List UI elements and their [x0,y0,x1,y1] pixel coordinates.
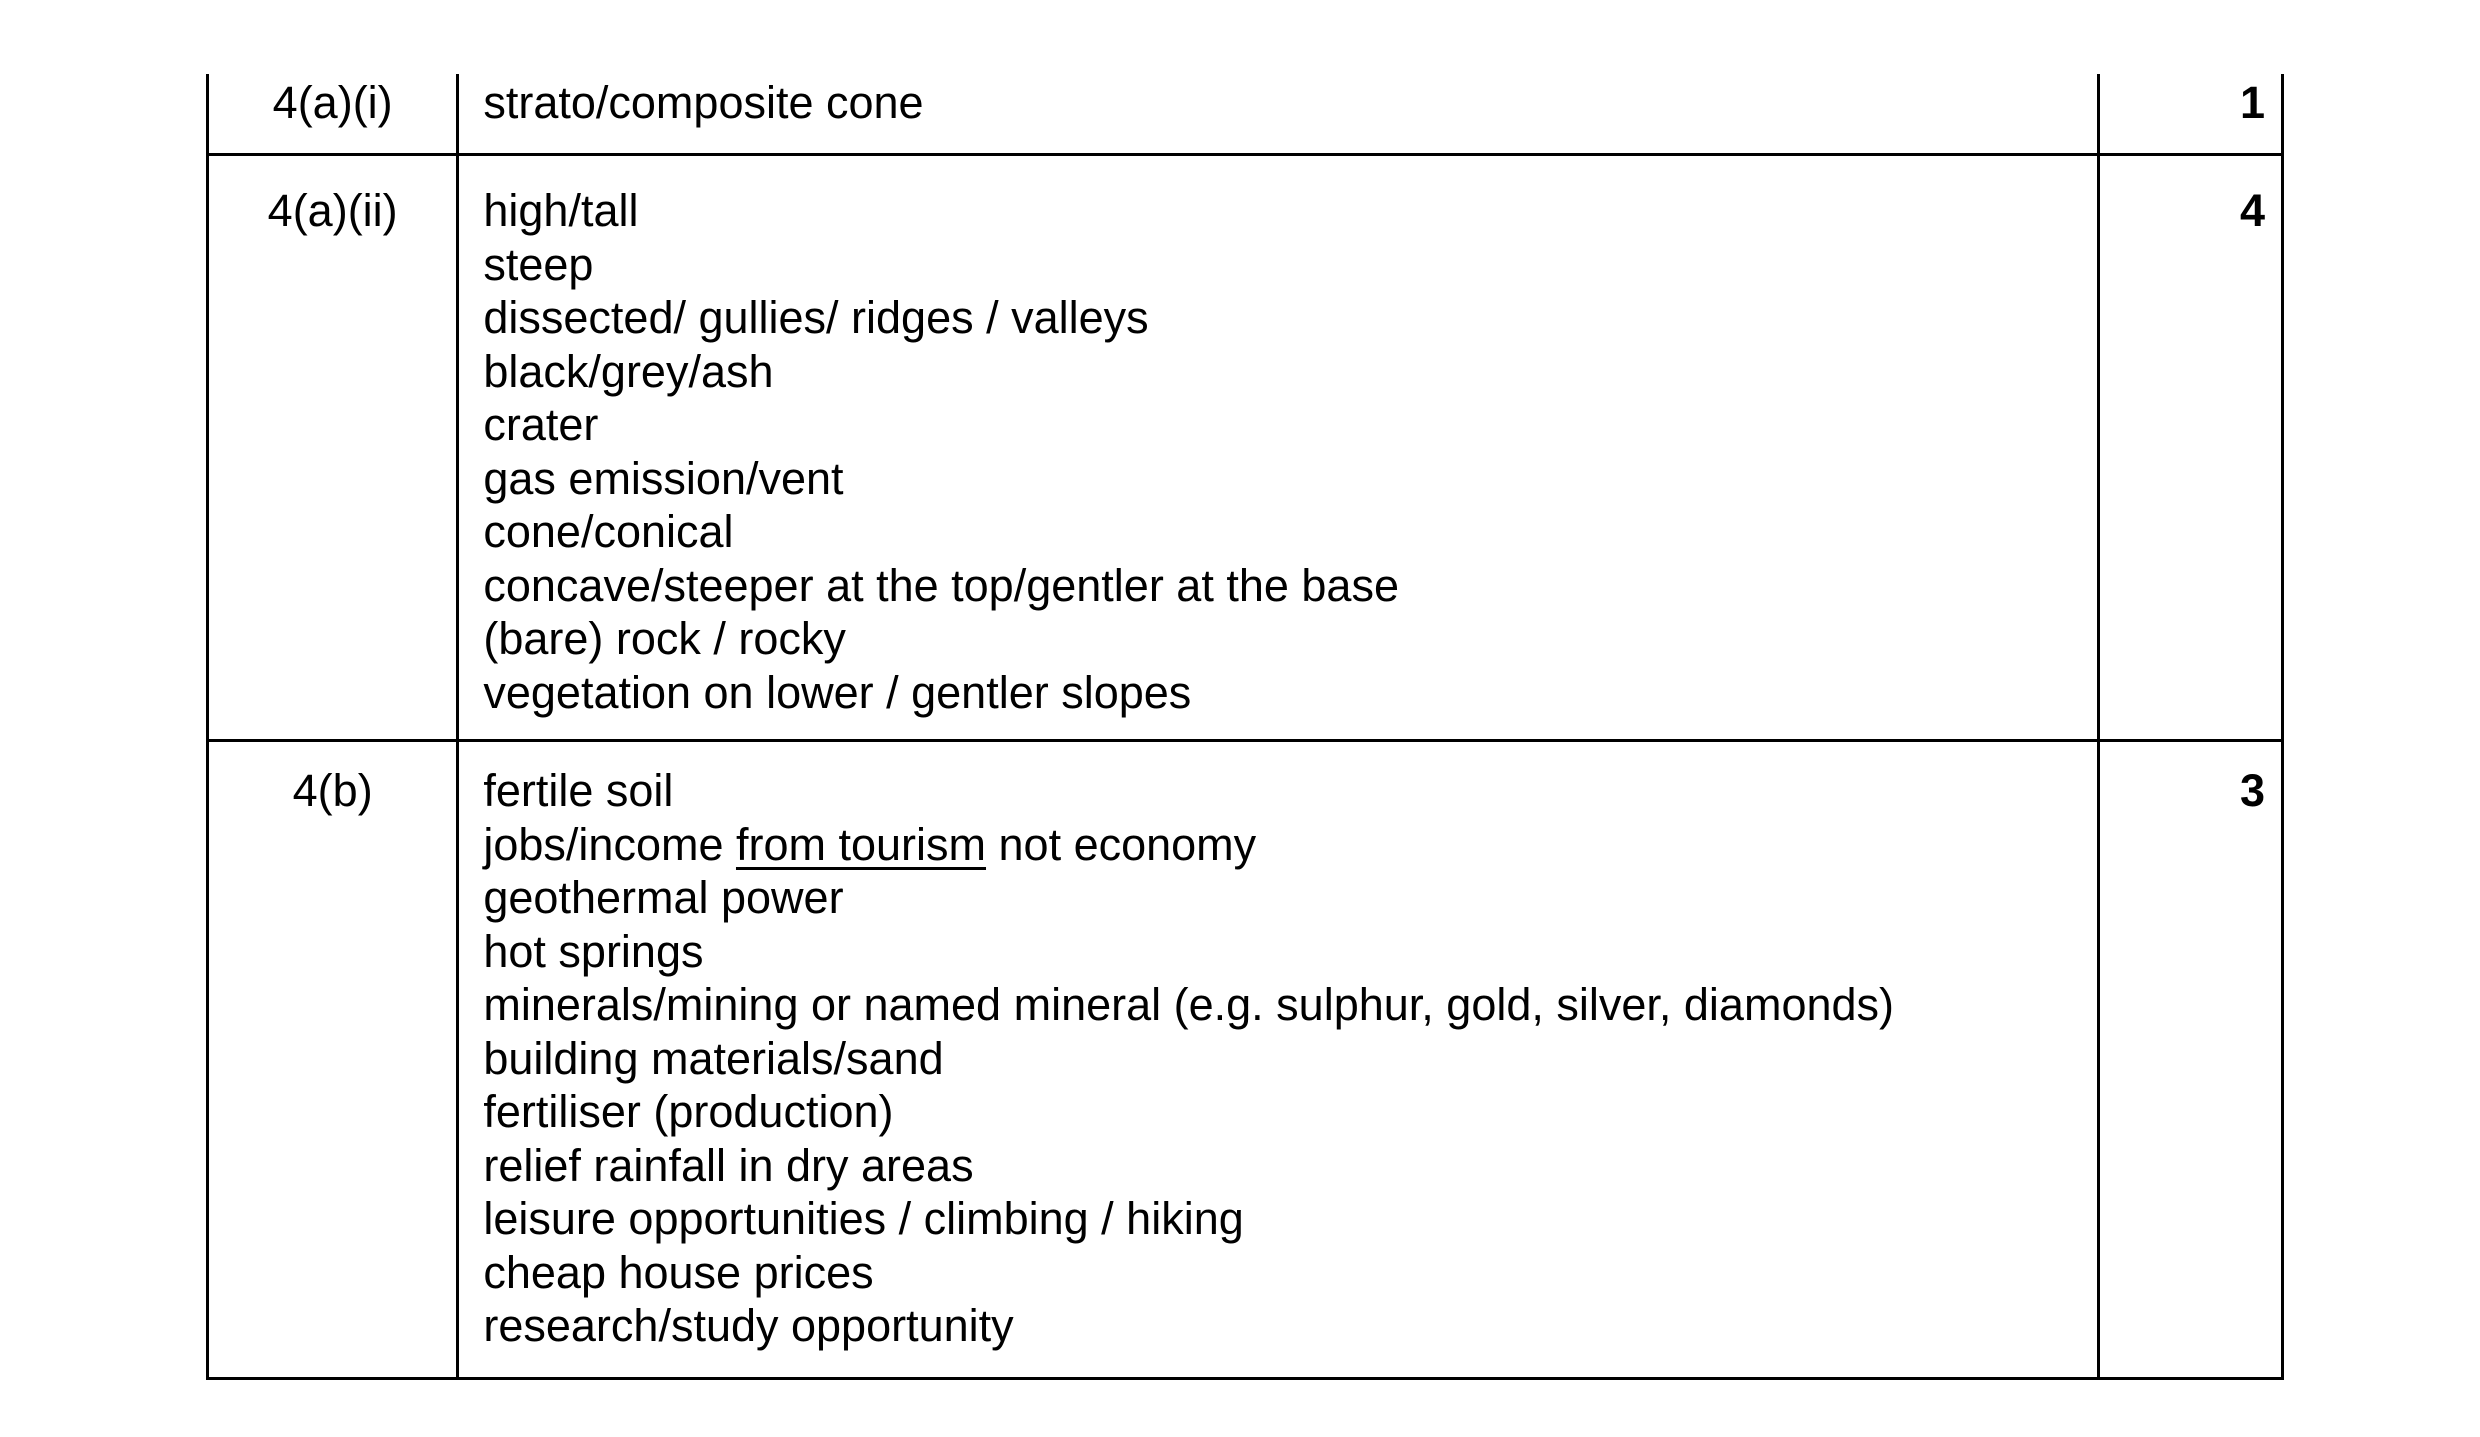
answer-line: leisure opportunities / climbing / hiking [483,1193,1244,1244]
marks-value: 1 [2098,74,2282,155]
answer-line: building materials/sand [483,1032,944,1084]
answer-line: research/study opportunity [483,1300,1014,1351]
question-number: 4(a)(i) [208,74,458,155]
answer-line: hot springs [483,925,704,977]
answer-line: vegetation on lower / gentler slopes [483,666,1192,718]
answer-line: cone/conical [483,506,734,557]
answer-line: fertiliser (production) [483,1086,894,1137]
table-row [208,741,2283,1379]
answer-cell [458,155,2098,741]
answer-line: steep [483,238,594,290]
answer-line: minerals/mining or named mineral (e.g. sulphur, gold, silver, diamonds) [483,979,1895,1030]
answer-cell [458,741,2098,1379]
marks-value: 3 [2098,741,2282,1379]
answer-line: strato/composite cone [483,77,924,128]
answer-cell [458,74,2098,155]
answer-text: not economy [986,818,1257,870]
marks-value: 4 [2098,155,2282,741]
question-number: 4(a)(ii) [208,155,458,741]
question-number: 4(b) [208,741,458,1379]
answer-text: jobs/income [483,818,736,870]
answer-line: high/tall [483,185,639,236]
table-row [208,74,2283,155]
table-row [208,155,2283,741]
answer-line: (bare) rock / rocky [483,613,846,664]
answer-line: relief rainfall in dry areas [483,1139,974,1191]
answer-line: gas emission/vent [483,452,844,504]
answer-line: crater [483,399,599,450]
mark-scheme-table [206,74,2284,1380]
answer-line: concave/steeper at the top/gentler at the base [483,559,1399,611]
answer-line-tourism [483,818,2096,872]
answer-line: geothermal power [483,872,844,923]
answer-line: black/grey/ash [483,345,774,397]
answer-line: fertile soil [483,765,674,816]
underlined-answer-text: from tourism [735,818,987,870]
answer-line: dissected/ gullies/ ridges / valleys [483,292,1149,343]
answer-line: cheap house prices [483,1246,874,1298]
